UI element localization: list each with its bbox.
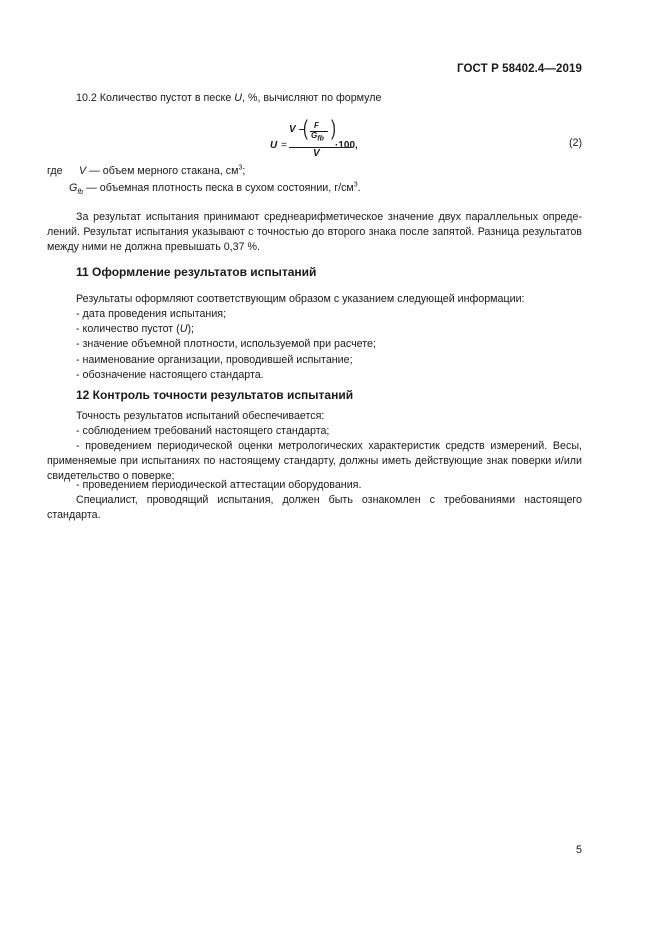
section-11-intro: Результаты оформляют соответствующим образом с указанием следующей информации: <box>76 293 525 305</box>
formula-paren-right: ) <box>331 117 336 140</box>
section-11-heading: 11 Оформление результатов испытаний <box>76 265 317 279</box>
formula-2 <box>268 119 368 159</box>
formula-inner-denominator: $G_{fb}$ <box>311 131 324 143</box>
section-12-closing: Специалист, проводящий испытания, должен быть ознакомлен с требованиями настоящего стандарта. <box>47 494 582 522</box>
formula-number: (2) <box>568 137 582 149</box>
list-item: - количество пустот (U); <box>76 323 194 336</box>
list-item: - обозначение настоящего стандарта. <box>76 368 264 381</box>
formula-minus: – <box>299 124 305 135</box>
where-label: где <box>47 165 63 177</box>
clause-10-2-intro: 10.2 Количество пустот в песке U, %, вычисляют по формуле <box>76 92 382 104</box>
formula-equals: = <box>281 140 287 151</box>
page-number: 5 <box>576 844 582 856</box>
formula-multiplier: ·100, <box>335 140 358 151</box>
formula-lhs: U <box>270 140 278 151</box>
definition-v: V — объем мерного стакана, $см^3$; <box>79 164 246 177</box>
section-12-heading: 12 Контроль точности результатов испытаний <box>76 388 354 402</box>
result-paragraph: За результат испытания принимают среднеарифметическое значение двух параллельных определений. Результат испытания указывают с точностью до второго знака после запятой. Разница результатов между ними не должна превышать 0,37 %. <box>47 211 582 254</box>
formula-numerator-v: V <box>289 124 296 135</box>
formula-paren-left: ( <box>303 117 308 140</box>
list-item: - дата проведения испытания; <box>76 308 227 320</box>
section-11-list <box>76 307 582 383</box>
section-12-item-3: - проведением периодической аттестации оборудования. <box>76 479 362 491</box>
variable-u: U <box>234 92 242 104</box>
definition-gfb: $G_{fb}$ — объемная плотность песка в сухом состоянии, $г/см^3$. <box>69 181 361 197</box>
document-code: ГОСТ Р 58402.4—2019 <box>457 63 582 75</box>
formula-inner-numerator: F <box>314 121 319 130</box>
list-item: - значение объемной плотности, используемой при расчете; <box>76 338 376 351</box>
section-12-intro: Точность результатов испытаний обеспечивается: <box>76 410 325 422</box>
section-12-item-1: - соблюдением требований настоящего стандарта; <box>76 425 330 437</box>
list-item: - наименование организации, проводившей испытание; <box>76 353 353 366</box>
section-12-item-2: - проведением периодической оценки метрологических характеристик средств измерений. Весы, применяемые при испытаниях по настоящему стандарту, должны иметь действующие знак поверки и/или свидетельство о поверке; <box>47 440 582 483</box>
formula-denominator-v: V <box>313 148 320 159</box>
